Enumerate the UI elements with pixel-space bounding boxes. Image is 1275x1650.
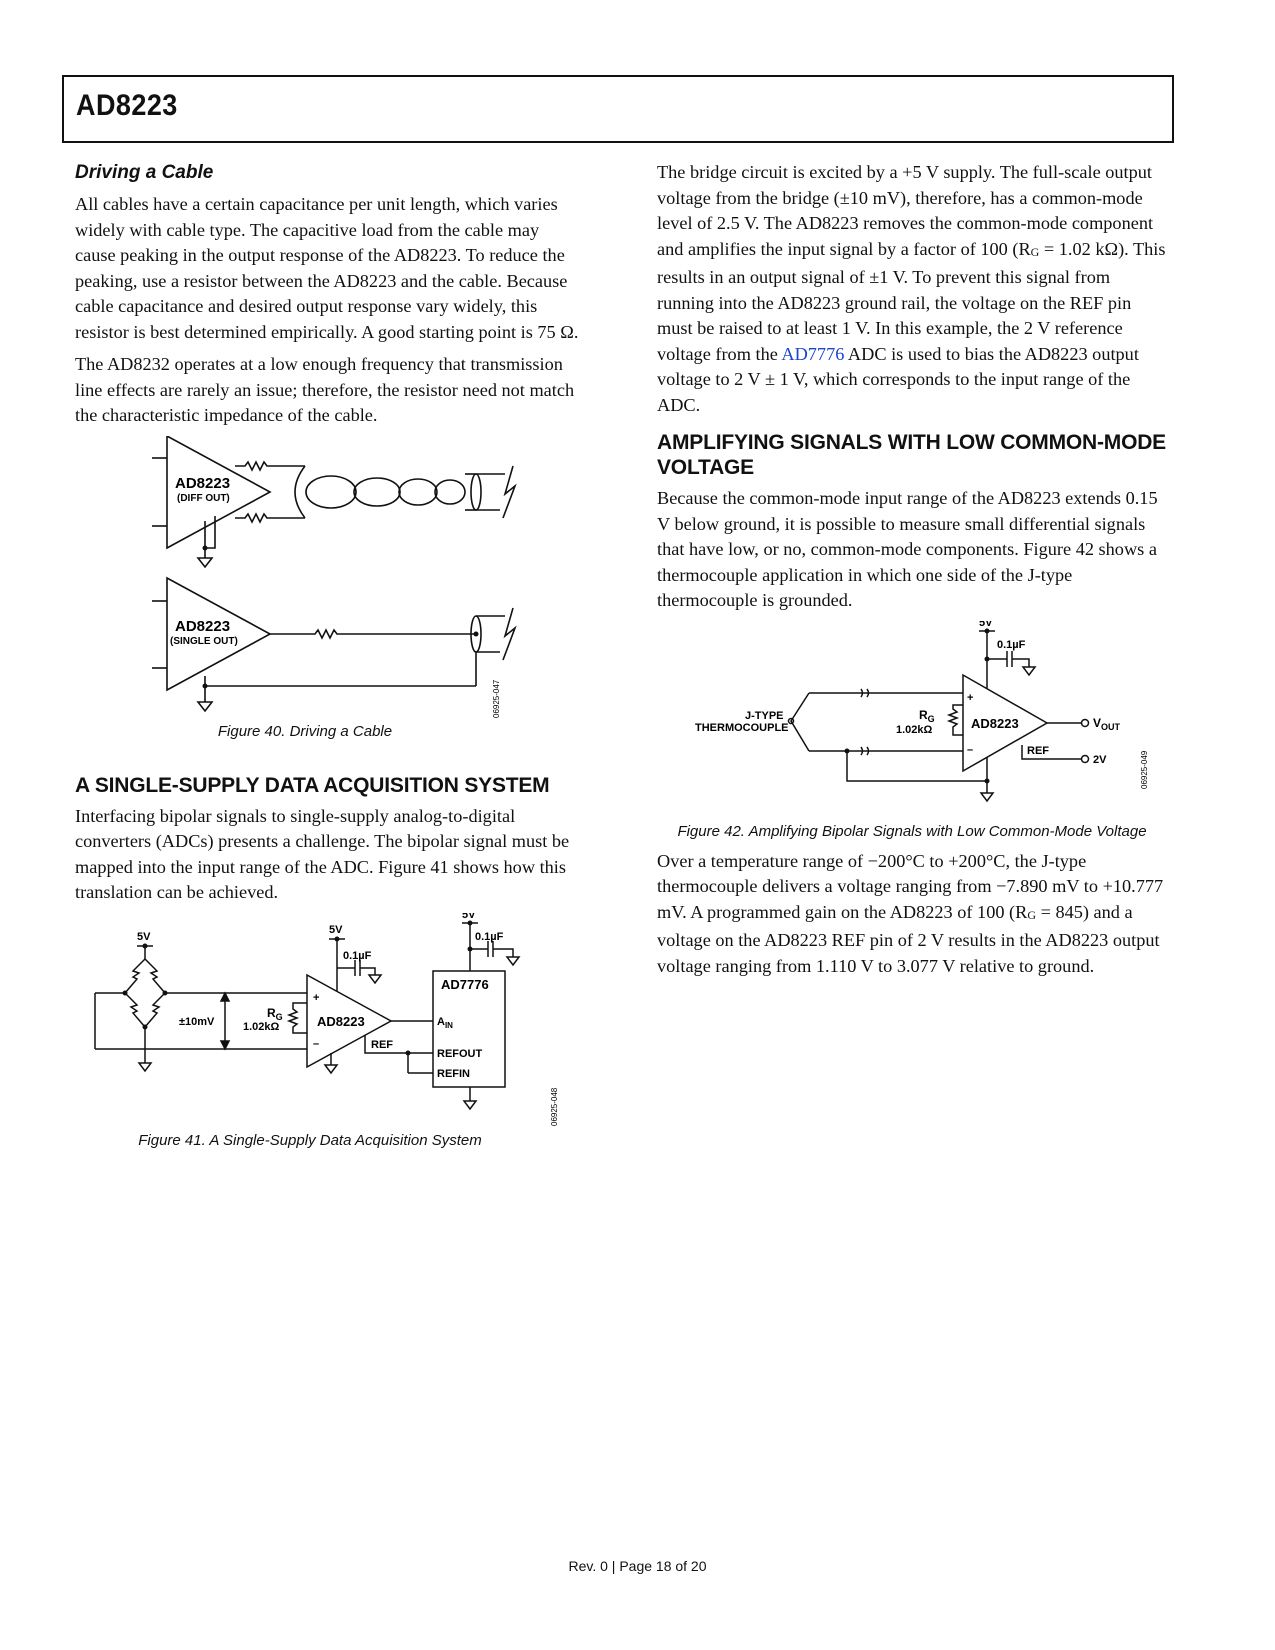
fig41-amp-label: AD8223 [317,1013,365,1029]
fig41-bridge-supply: 5V [137,930,151,943]
paragraph-bridge-circuit: The bridge circuit is excited by a +5 V supply. The full-scale output voltage from the bridge (±10 mV), therefore, has a common-mode level of 2.5 V. The AD8223 removes the common-mode component and amplifies the input signal by a factor of 100 (RG = 1.02 kΩ). This results in an output signal of ±1 V. To prevent this signal from running into the AD8223 ground rail, the voltage on the REF pin must be raised to at least 1 V. In this example, the 2 V reference voltage from the AD7776 ADC is used to bias the AD8223 output voltage to 2 V ± 1 V, which corresponds to the input range of the ADC. [657,162,1166,415]
figure-42 [657,621,1167,849]
paragraph-cable-capacitance: All cables have a certain capacitance per unit length, which varies widely with cable type. The capacitive load from the cable may cause peaking in the output response of the AD8223. To reduce the peaking, use a resistor between the AD8223 and the cable. Because cable capacitance and desired output response vary widely, this resistor is best determined empirically. A good starting point is 75 Ω. [75,194,579,342]
fig42-supply: 5V [979,620,993,629]
fig40-code: 06925-047 [492,679,501,718]
fig42-code: 06925-049 [1140,750,1149,789]
figure-42-diagram [657,621,1167,821]
fig42-amp-label: AD8223 [971,715,1019,731]
section-heading-data-acquisition: A SINGLE-SUPPLY DATA ACQUISITION SYSTEM [75,773,550,797]
paragraph-transmission-line: The AD8232 operates at a low enough frequency that transmission line effects are rarely an issue; therefore, the resistor need not match the characteristic impedance of the cable. [75,354,575,425]
fig41-adc-supply: 5V [462,912,476,921]
fig41-amp-minus: – [313,1037,320,1050]
fig41-cap2-label: 0.1µF [475,930,504,943]
paragraph-temperature-range: Over a temperature range of −200°C to +200°C, the J-type thermocouple delivers a voltage ranging from −7.890 mV to +10.777 mV. A programmed gain on the AD8223 of 100 (RG = 845) and a voltage on the AD8223 REF pin of 2 V results in the AD8223 output voltage ranging from 1.110 V to 3.077 V relative to ground. [657,850,1164,976]
ad7776-link[interactable]: AD7776 [781,343,845,364]
figure-40-caption: Figure 40. Driving a Cable [217,722,393,740]
fig41-rg-value: 1.02kΩ [243,1020,280,1033]
fig41-amp-plus: + [313,991,320,1004]
figure-41 [75,913,580,1153]
fig40-amp1-label: AD8223 [175,474,231,492]
fig41-refin-label: REFIN [437,1067,470,1080]
fig40-amp1-sublabel: (DIFF OUT) [177,492,230,504]
figure-41-diagram [75,913,580,1133]
fig42-cap-label: 0.1µF [997,638,1026,651]
subheading-driving-a-cable: Driving a Cable [75,162,214,183]
fig42-amp-plus: + [967,691,974,704]
fig41-signal-label: ±10mV [179,1015,215,1028]
figure-41-caption: Figure 41. A Single-Supply Data Acquisition System [138,1131,482,1149]
fig41-code: 06925-048 [550,1087,559,1126]
page-header [62,75,1174,143]
figure-42-caption: Figure 42. Amplifying Bipolar Signals with Low Common-Mode Voltage [677,822,1147,840]
fig41-refout-label: REFOUT [437,1047,483,1060]
section-heading-low-common-mode: AMPLIFYING SIGNALS WITH LOW COMMON-MODE VOLTAGE [657,431,1166,479]
fig40-amp2-sublabel: (SINGLE OUT) [170,635,238,647]
left-column [75,160,580,1153]
paragraph-common-mode-range: Because the common-mode input range of the AD8223 extends 0.15 V below ground, it is possible to measure small differential signals that have low, or no, common-mode components. Figure 42 shows a thermocouple application in which one side of the J-type thermocouple is grounded. [657,488,1158,610]
fig42-2v-label: 2V [1093,753,1107,766]
right-column [657,160,1167,986]
fig42-vout-label: $V_{OUT}$ [1093,715,1121,732]
fig42-rg-value: 1.02kΩ [896,723,933,736]
fig41-ain-label: $A_{IN}$ [437,1015,453,1030]
fig41-cap1-label: 0.1µF [343,949,372,962]
fig41-adc-label: AD7776 [441,976,489,992]
fig42-rg-label: $R_G$ [919,707,935,724]
fig42-thermocouple-label-1: J-TYPE [745,709,784,722]
fig41-rg-label: $R_G$ [267,1005,283,1022]
fig41-ref-label: REF [371,1038,393,1051]
fig41-amp-supply: 5V [329,923,343,936]
fig40-amp2-label: AD8223 [175,617,231,635]
paragraph-bipolar-signals: Interfacing bipolar signals to single-supply analog-to-digital converters (ADCs) presents a challenge. The bipolar signal must be mapped into the input range of the ADC. Figure 41 shows how this translation can be achieved. [75,805,570,902]
fig42-amp-minus: – [967,743,974,756]
fig42-thermocouple-label-2: THERMOCOUPLE [695,721,789,734]
page-footer: Rev. 0 | Page 18 of 20 [568,1558,707,1574]
document-title: AD8223 [76,89,178,122]
figure-40 [75,436,580,746]
figure-40-diagram [75,436,580,724]
fig42-ref-label: REF [1027,744,1049,757]
